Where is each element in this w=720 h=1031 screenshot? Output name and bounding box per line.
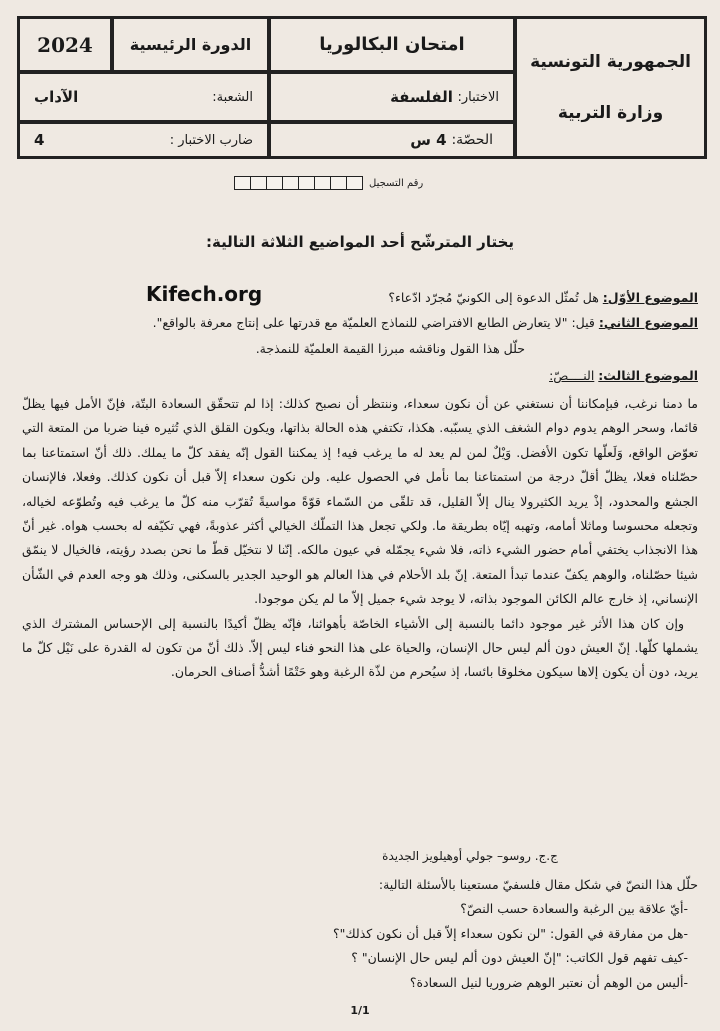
registration-digit-box[interactable] [234, 176, 251, 190]
coefficient-label: ضارب الاختبار : [169, 132, 253, 148]
instruction: يختار المترشّح أحد المواضيع الثلاثة التالية: [205, 233, 515, 251]
subject-cell [268, 71, 516, 123]
question-2: -هل من مفارقة في القول: "لن نكون سعداء إلاّ قبل أن نكون كذلك"؟ [333, 925, 688, 941]
topic-1-text: هل تُمثّل الدعوة إلى الكونيّ مُجرّد ادّعاء؟ [388, 290, 603, 305]
ministry-name: وزارة التربية [557, 102, 664, 123]
registration-field [235, 176, 423, 190]
hours-value: 4 س [410, 131, 447, 149]
coefficient-cell [17, 121, 270, 159]
hours-label: الحصّة: [451, 132, 493, 148]
exam-title: امتحان البكالوريا [268, 16, 516, 73]
topic-1-label: الموضوع الأوّل: [602, 290, 698, 305]
branch-value: الآداب [34, 88, 79, 106]
hours-cell [268, 121, 516, 159]
republic-name: الجمهورية التونسية [530, 52, 691, 73]
registration-label: رقم التسجيل [369, 177, 424, 189]
subject-label: الاختبار: [457, 89, 499, 105]
registration-digit-box[interactable] [266, 176, 283, 190]
registration-digit-box[interactable] [314, 176, 331, 190]
republic-cell [514, 16, 707, 159]
questions-block [22, 873, 698, 995]
text-paragraph-2: وإن كان هذا الأثر غير موجود دائما بالنسبة إلى الأشياء الخاصّة بأهوائنا، فإنّه يظلّ أكيدًا بالنسبة إلى الإحساس المشترك الذي يشملها كلّها. إنّ العيش دون ألم ليس حال الإنسان، والحياة على هذا النحو فناء ليس إلاّ. ذلك أنّ من تكون له القدرة على نَيْل كلّ ما يريد، دون أن يكون إلاها سيكون مخلوقا بائسا، إذ سيُحرم من لذّة الرغبة وهو حَتْمًا أشدُّ أصناف الحرمان. [22, 615, 698, 680]
topic-3 [22, 368, 698, 383]
year-cell: 2024 [17, 16, 113, 73]
header-table [17, 16, 707, 159]
topic-2-text: قيل: "لا يتعارض الطابع الافتراضي للنماذج العلميّة مع قدرتها على إنتاج معرفة بالواقع". [152, 315, 599, 330]
page-number: 1/1 [350, 1004, 370, 1017]
question-1: -أيّ علاقة بين الرغبة والسعادة حسب النصّ؟ [460, 901, 688, 917]
topic-1 [22, 290, 698, 305]
registration-digit-box[interactable] [298, 176, 315, 190]
branch-label: الشعبة: [212, 89, 253, 105]
question-3: -كيف تفهم قول الكاتب: "إنّ العيش دون ألم ليس حال الإنسان" ؟ [351, 950, 688, 966]
questions-intro: حلّل هذا النصّ في شكل مقال فلسفيّ مستعينا بالأسئلة التالية: [378, 877, 698, 892]
topic-2-line2: حلّل هذا القول وناقشه مبرزا القيمة العلميّة للنمذجة. [255, 341, 525, 356]
subject-value: الفلسفة [390, 88, 453, 106]
watermark: Kifech.org [146, 282, 263, 306]
coefficient-value: 4 [34, 131, 45, 149]
branch-cell [17, 71, 270, 123]
registration-digit-box[interactable] [346, 176, 363, 190]
philosophy-text [22, 392, 698, 685]
question-4: -أليس من الوهم أن نعتبر الوهم ضروريا لنيل السعادة؟ [409, 974, 688, 990]
topic-3-text-label: النــــصّ: [549, 368, 595, 383]
topic-2-label: الموضوع الثاني: [598, 315, 698, 330]
registration-digit-box[interactable] [282, 176, 299, 190]
topic-2 [22, 315, 698, 330]
registration-digit-box[interactable] [330, 176, 347, 190]
registration-boxes[interactable] [235, 176, 363, 190]
session-cell: الدورة الرئيسية [111, 16, 270, 73]
topic-3-label: الموضوع الثالث: [598, 368, 698, 383]
registration-digit-box[interactable] [250, 176, 267, 190]
text-author: ج.ج. روسو– جولي أوهيلويز الجديدة [382, 849, 558, 863]
text-paragraph-1: ما دمنا نرغب، فبإمكاننا أن نستغني عن أن نكون سعداء، وننتظر أن نصبح كذلك: إذا لم تتحقّق السعادة البتّة، فإنّ الأمل فيها يظلّ قائما، وسحر الوهم يدوم دوام الشغف الذي يسبّبه. هكذا، تكتفي هذه الحالة بذاتها، ويكون القلق الذي تُثيره فينا ضربا من المتعة التي تعوّض الواقع، وَلَعلّها تكون الأفضل. وَيْلٌ لمن لم يعد له ما يرغب فيه! إذ يمكننا القول إنّه يفقد كلّ ما يملك. ذلك أنّ استمتاعنا بما حصّلناه فعلا، يظلّ أقلّ درجة من استمتاعنا بما نأمل في الحصول عليه. ولن نكون سعداء إلاّ قبل أن نكون كذلك. وفعلا، فالإنسان الجشع والمحدود، إذْ يريد الكثيرولا ينال إلاّ القليل، قد تلقّى من السّماء قوّةً مواسيةً تُقرّب منه كلّ ما يرغب فيه وتُطوّعه لخياله، وتجعله محسوسا وماثلا أمامه، وتهبه إيّاه بطريقة ما. ولكي تجعل هذا التملّك الخيالي أكثر عذوبةً، فهي تكيّفه له بحسب هواه. غير أنّ هذا الانجذاب يختفي أمام حضور الشيء ذاته، فلا شيء يجمّله في عيون مالكه. إنّنا لا نتخيّل قطّ ما نحن بصدد رؤيته، فالخيال لا ينمّق شيئا حصّلناه، والوهم يكفّ عندما تبدأ المتعة. إنّ بلد الأحلام في هذا العالم هو الوحيد الجدير بالسكنى، وذلك هو وجه العدم في الشّأن الإنساني، إذ خارج عالم الكائن الموجود بذاته، لا يوجد شيء جميل إلاّ ما لم يكن موجودا. [22, 396, 698, 607]
